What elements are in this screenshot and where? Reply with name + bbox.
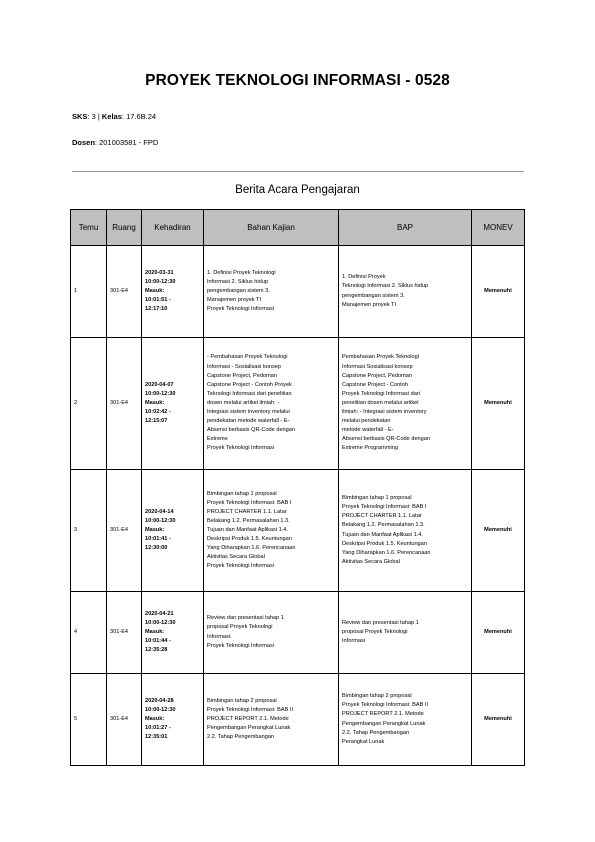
cell-bap-line: Capstone Project, Pedoman (342, 372, 412, 379)
cell-bap-line: Proyek Teknologi Informasi: BAB I (342, 504, 427, 511)
cell-kehadiran-line: 10:02:42 - (145, 409, 171, 416)
course-meta: SKS: 3 | Kelas: 17.6B.24 (72, 112, 157, 121)
cell-bahan-kajian-line: Proyek Teknologi Informasi (207, 306, 275, 313)
cell-kehadiran-line: 10:00-12:30 (145, 390, 176, 397)
cell-kehadiran-line: 2020-04-21 (145, 610, 174, 617)
cell-bahan-kajian-line: Deskripsi Produk 1.5. Keuntungan (207, 536, 292, 543)
cell-kehadiran-line: 10:00-12:30 (145, 517, 176, 524)
cell-monev: Memenuhi (472, 674, 525, 766)
cell-bahan-kajian-line: pengembangan sistem 3. (207, 287, 270, 294)
cell-bahan-kajian-line: Proyek Teknologi Informasi (207, 563, 275, 570)
header-kehadiran: Kehadiran (142, 210, 204, 246)
cell-temu: 5 (71, 674, 107, 766)
cell-bahan-kajian-line: Extreme (207, 436, 228, 443)
cell-kehadiran-line: 12:17:10 (145, 306, 168, 313)
page-title: PROYEK TEKNOLOGI INFORMASI - 0528 (145, 72, 450, 89)
cell-bahan-kajian-line: Yang Diharapkan 1.6. Perencanaan (207, 545, 296, 552)
cell-bap (339, 674, 472, 766)
cell-kehadiran (142, 338, 204, 470)
cell-bap (339, 470, 472, 592)
table-row (71, 246, 525, 338)
cell-bahan-kajian-line: Capstone Project, Pedoman (207, 372, 277, 379)
cell-kehadiran-line: 12:35:01 (145, 734, 168, 741)
header-bahan-kajian: Bahan Kajian (204, 210, 339, 246)
cell-bap-line: metode waterfall - E- (342, 427, 394, 434)
cell-bahan-kajian (204, 470, 339, 592)
cell-bap-line: Perangkat Lunak (342, 738, 385, 745)
lecturer-meta: Dosen: 201003581 - FPD (72, 138, 159, 147)
cell-bahan-kajian-line: PROJECT REPORT 2.1. Metode (207, 715, 289, 722)
cell-ruang: 301-E4 (107, 338, 142, 470)
cell-bap-line: Informasi (342, 638, 366, 645)
cell-bahan-kajian-line: Pengembangan Perangkat Lunak (207, 725, 291, 732)
cell-bap-line: Informasi Sosialisasi konsep (342, 363, 413, 370)
cell-monev: Memenuhi (472, 338, 525, 470)
cell-kehadiran-line: 2020-04-14 (145, 508, 174, 515)
cell-bahan-kajian-line: dosen melalui artikel ilmiah: - (207, 399, 280, 406)
cell-bahan-kajian-line: Proyek Teknologi Informasi (207, 445, 275, 452)
cell-bahan-kajian-line: Bimbingan tahap 2 proposal (207, 697, 277, 704)
cell-bap-line: Pembahasan Proyek Teknologi (342, 354, 420, 361)
cell-monev: Memenuhi (472, 470, 525, 592)
cell-bap-line: Manajemen proyek TI (342, 301, 396, 308)
cell-bahan-kajian-line: proposal Proyek Teknologi (207, 624, 273, 631)
section-title: Berita Acara Pengajaran (235, 184, 360, 196)
cell-bap-line: Bimbingan tahap 2 proposal (342, 693, 412, 700)
cell-bap-line: Teknologi Informasi 2. Siklus hidup (342, 283, 429, 290)
cell-bahan-kajian-line: Proyek Teknologi Informasi: BAB I (207, 499, 292, 506)
sks-label: SKS (72, 112, 88, 121)
cell-kehadiran-line: 2020-04-28 (145, 697, 174, 704)
cell-bap (339, 338, 472, 470)
cell-bahan-kajian-line: Informasi - Sosialisasi konsep (207, 363, 281, 370)
cell-bahan-kajian-line: Informasi 2. Siklus hidup (207, 278, 268, 285)
cell-bap-line: proposal Proyek Teknologi (342, 628, 408, 635)
cell-temu: 1 (71, 246, 107, 338)
cell-kehadiran-line: Masuk: (145, 628, 165, 635)
cell-bahan-kajian-line: Belakang 1.2. Permasalahan 1.3. (207, 517, 290, 524)
cell-bahan-kajian-line: pendekatan metode waterfall - E- (207, 418, 290, 425)
cell-bahan-kajian-line: 2.2. Tahap Pengembangan (207, 734, 275, 741)
cell-bap-line: penelitian dosen melalui artikel (342, 399, 419, 406)
cell-bahan-kajian (204, 674, 339, 766)
cell-kehadiran (142, 674, 204, 766)
cell-temu: 3 (71, 470, 107, 592)
cell-kehadiran-line: 10:01:41 - (145, 536, 171, 543)
cell-kehadiran-line: 2020-04-07 (145, 381, 174, 388)
cell-ruang: 301-E4 (107, 674, 142, 766)
cell-bap (339, 592, 472, 674)
table-header-row (71, 210, 525, 246)
cell-kehadiran-line: Masuk: (145, 526, 165, 533)
cell-bap-line: PROJECT REPORT 2.1. Metode (342, 711, 424, 718)
cell-bahan-kajian-line: Teknologi Informasi dari penelitian (207, 390, 292, 397)
cell-kehadiran-line: 10:00-12:30 (145, 619, 176, 626)
table-row (71, 470, 525, 592)
cell-kehadiran-line: Masuk: (145, 715, 165, 722)
cell-bap-line: ilmiah: - Integrasi sistem inventory (342, 409, 427, 416)
cell-kehadiran-line: 10:00-12:30 (145, 706, 176, 713)
table-row (71, 338, 525, 470)
cell-bahan-kajian-line: Proyek Teknologi Informasi (207, 642, 275, 649)
cell-ruang: 301-E4 (107, 470, 142, 592)
kelas-label: Kelas (101, 112, 122, 121)
cell-bap-line: melalui pendekatan (342, 418, 391, 425)
cell-kehadiran (142, 246, 204, 338)
header-temu: Temu (71, 210, 107, 246)
cell-bahan-kajian-line: Integrasi sistem inventory melalui (207, 409, 290, 416)
cell-kehadiran-line: 2020-03-31 (145, 269, 174, 276)
cell-kehadiran-line: 10:00-12:30 (145, 278, 176, 285)
teaching-record-table (70, 209, 525, 766)
cell-bap-line: Tujuan dan Manfaat Aplikasi 1.4. (342, 531, 423, 538)
cell-bap-line: Aktivitas Secara Global (342, 558, 400, 565)
cell-bap-line: Review dan presentasi tahap 1 (342, 619, 419, 626)
cell-monev: Memenuhi (472, 246, 525, 338)
cell-bahan-kajian-line: 1. Definisi Proyek Teknologi (207, 269, 276, 276)
cell-bap-line: Yang Diharapkan 1.6. Perencanaan (342, 549, 431, 556)
cell-kehadiran-line: 12:15:07 (145, 418, 168, 425)
cell-kehadiran (142, 592, 204, 674)
cell-bap-line: pengembangan sistem 3. (342, 292, 405, 299)
table-row (71, 674, 525, 766)
cell-bahan-kajian-line: Aktivitas Secara Global (207, 554, 265, 561)
cell-kehadiran-line: 10:01:27 - (145, 725, 171, 732)
cell-bap-line: PROJECT CHARTER 1.1. Latar (342, 513, 422, 520)
cell-bahan-kajian-line: Tujuan dan Manfaat Aplikasi 1.4. (207, 526, 288, 533)
cell-bap-line: Belakang 1.2. Permasalahan 1.3. (342, 522, 425, 529)
cell-bap-line: Deskripsi Produk 1.5. Keuntungan (342, 540, 427, 547)
header-bap: BAP (339, 210, 472, 246)
cell-bap-line: Pengembangan Perangkat Lunak (342, 720, 426, 727)
cell-kehadiran-line: 12:30:00 (145, 545, 168, 552)
cell-bap-line: Bimbingan tahap 1 proposal (342, 495, 412, 502)
cell-kehadiran (142, 470, 204, 592)
cell-ruang: 301-E4 (107, 246, 142, 338)
header-ruang: Ruang (107, 210, 142, 246)
cell-kehadiran-line: 12:35:28 (145, 647, 168, 654)
cell-ruang: 301-E4 (107, 592, 142, 674)
cell-bahan-kajian-line: Bimbingan tahap 1 proposal (207, 490, 277, 497)
cell-bap-line: Capstone Project - Contoh (342, 381, 408, 388)
cell-bahan-kajian-line: Capstone Project - Contoh Proyek (207, 381, 292, 388)
cell-kehadiran-line: Masuk: (145, 287, 165, 294)
divider (72, 171, 524, 172)
sks-value: 3 (91, 112, 96, 121)
cell-bahan-kajian-line: Review dan presentasi tahap 1 (207, 615, 284, 622)
cell-bahan-kajian (204, 338, 339, 470)
kelas-value: 17.6B.24 (126, 112, 157, 121)
cell-bap (339, 246, 472, 338)
cell-bahan-kajian-line: Informasi. (207, 633, 232, 640)
header-monev: MONEV (472, 210, 525, 246)
cell-bap-line: 2.2. Tahap Pengembangan (342, 729, 410, 736)
cell-bahan-kajian (204, 246, 339, 338)
cell-bahan-kajian (204, 592, 339, 674)
cell-monev: Memenuhi (472, 592, 525, 674)
cell-kehadiran-line: Masuk: (145, 399, 165, 406)
cell-bahan-kajian-line: PROJECT CHARTER 1.1. Latar (207, 508, 287, 515)
cell-bap-line: Absensi berbasis QR-Code dengan (342, 436, 430, 443)
dosen-value: 201003581 - FPD (99, 138, 159, 147)
cell-bap-line: Proyek Teknologi Informasi: BAB II (342, 702, 429, 709)
cell-temu: 2 (71, 338, 107, 470)
cell-bap-line: 1. Definisi Proyek (342, 274, 386, 281)
cell-bap-line: Proyek Teknologi Informasi dari (342, 390, 420, 397)
table-row (71, 592, 525, 674)
cell-bahan-kajian-line: Absensi berbasis QR-Code dengan (207, 427, 295, 434)
cell-bap-line: Extreme Programming (342, 445, 398, 452)
cell-bahan-kajian-line: - Pembahasan Proyek Teknologi (207, 354, 288, 361)
dosen-label: Dosen (72, 138, 95, 147)
cell-kehadiran-line: 10:01:51 - (145, 297, 171, 304)
cell-bahan-kajian-line: Manajemen proyek TI (207, 297, 261, 304)
cell-bahan-kajian-line: Proyek Teknologi Informasi: BAB II (207, 706, 294, 713)
cell-kehadiran-line: 10:01:44 - (145, 638, 171, 645)
cell-temu: 4 (71, 592, 107, 674)
